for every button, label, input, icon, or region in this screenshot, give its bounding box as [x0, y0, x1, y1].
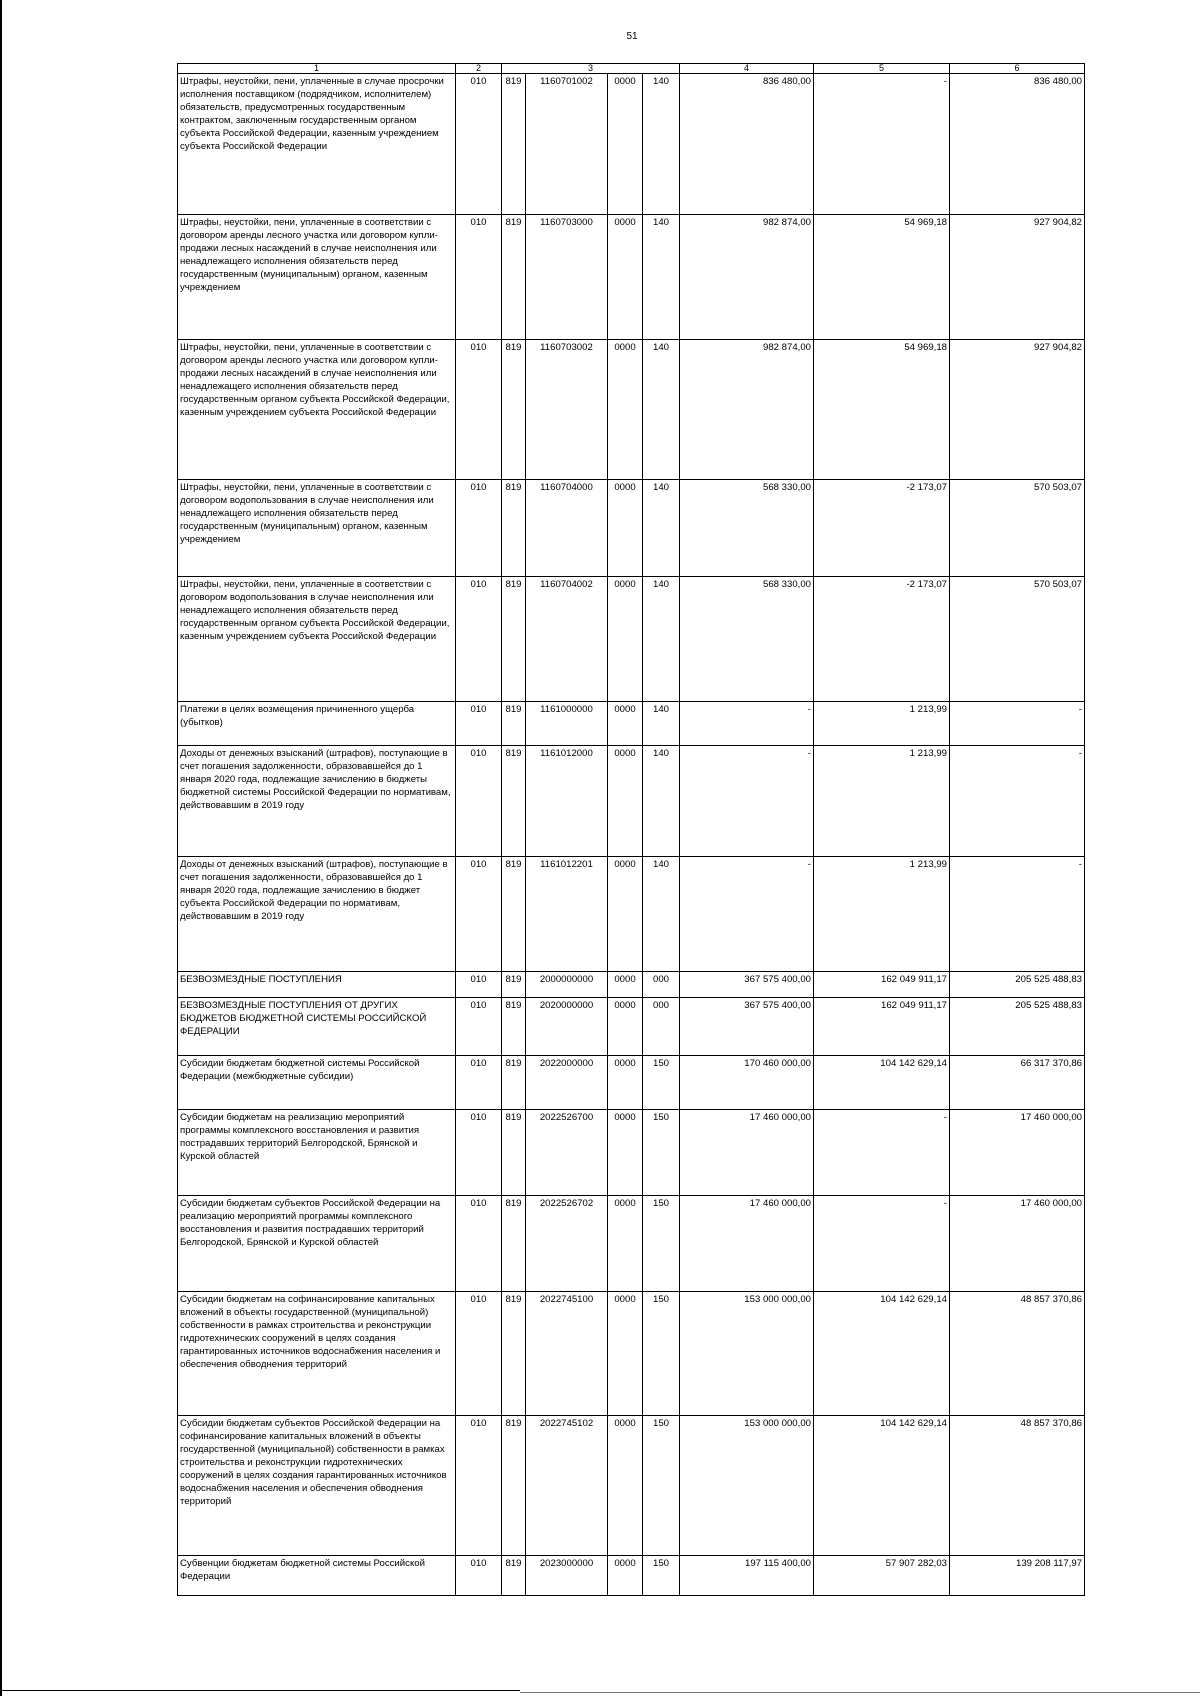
row-value-col6: - [950, 746, 1085, 857]
row-description: Субсидии бюджетам на реализацию мероприятий программы комплексного восстановления и развития пострадавших территорий Белгородской, Брянской и Курской областей [178, 1110, 456, 1196]
table-row [178, 577, 1085, 702]
row-code-kosgu: 150 [643, 1292, 680, 1416]
row-value-col6: - [950, 857, 1085, 972]
row-code-program: 0000 [608, 1292, 643, 1416]
row-code-admin: 010 [456, 577, 502, 702]
header-col-3: 3 [502, 64, 680, 74]
row-value-col4: 568 330,00 [680, 480, 814, 577]
row-value-col5: 104 142 629,14 [814, 1416, 950, 1556]
row-code-chapter: 819 [502, 215, 526, 340]
row-code-kbk: 1161012000 [526, 746, 608, 857]
row-value-col5: 54 969,18 [814, 340, 950, 480]
row-description: БЕЗВОЗМЕЗДНЫЕ ПОСТУПЛЕНИЯ ОТ ДРУГИХ БЮДЖЕТОВ БЮДЖЕТНОЙ СИСТЕМЫ РОССИЙСКОЙ ФЕДЕРАЦИИ [178, 998, 456, 1056]
row-code-kbk: 1160704000 [526, 480, 608, 577]
row-value-col4: - [680, 857, 814, 972]
row-code-kbk: 2000000000 [526, 972, 608, 998]
header-row [178, 64, 1085, 74]
row-value-col4: - [680, 746, 814, 857]
row-value-col6: 570 503,07 [950, 577, 1085, 702]
row-value-col4: 568 330,00 [680, 577, 814, 702]
row-code-kbk: 1160703000 [526, 215, 608, 340]
row-code-kosgu: 140 [643, 746, 680, 857]
row-code-program: 0000 [608, 1556, 643, 1596]
row-code-chapter: 819 [502, 746, 526, 857]
row-code-admin: 010 [456, 746, 502, 857]
row-code-admin: 010 [456, 74, 502, 215]
row-code-kosgu: 140 [643, 702, 680, 746]
row-value-col5: 104 142 629,14 [814, 1056, 950, 1110]
row-code-kbk: 1160703002 [526, 340, 608, 480]
header-col-5: 5 [814, 64, 950, 74]
row-code-kbk: 2022526700 [526, 1110, 608, 1196]
row-code-program: 0000 [608, 215, 643, 340]
row-description: БЕЗВОЗМЕЗДНЫЕ ПОСТУПЛЕНИЯ [178, 972, 456, 998]
row-value-col6: 66 317 370,86 [950, 1056, 1085, 1110]
header-col-4: 4 [680, 64, 814, 74]
header-col-1: 1 [178, 64, 456, 74]
row-value-col6: 836 480,00 [950, 74, 1085, 215]
table-body [178, 74, 1085, 1596]
header-col-6: 6 [950, 64, 1085, 74]
row-code-admin: 010 [456, 1196, 502, 1292]
row-value-col4: 367 575 400,00 [680, 998, 814, 1056]
row-value-col4: 982 874,00 [680, 215, 814, 340]
row-code-kosgu: 150 [643, 1110, 680, 1196]
row-value-col4: 170 460 000,00 [680, 1056, 814, 1110]
row-description: Штрафы, неустойки, пени, уплаченные в соответствии с договором водопользования в случае неисполнения или ненадлежащего исполнения обязательств перед государственным органом субъекта Российской Федерации, казенным учреждением субъекта Российской Федерации [178, 577, 456, 702]
table-row [178, 702, 1085, 746]
row-value-col5: 1 213,99 [814, 702, 950, 746]
row-code-kbk: 2023000000 [526, 1556, 608, 1596]
table-row [178, 74, 1085, 215]
row-value-col6: 205 525 488,83 [950, 998, 1085, 1056]
row-value-col4: 367 575 400,00 [680, 972, 814, 998]
row-value-col6: - [950, 702, 1085, 746]
row-code-kbk: 2022000000 [526, 1056, 608, 1110]
row-code-program: 0000 [608, 1196, 643, 1292]
row-description: Субсидии бюджетам субъектов Российской Федерации на реализацию мероприятий программы комплексного восстановления и развития пострадавших территорий Белгородской, Брянской и Курской областей [178, 1196, 456, 1292]
table-row [178, 480, 1085, 577]
row-value-col6: 139 208 117,97 [950, 1556, 1085, 1596]
row-code-kbk: 1161000000 [526, 702, 608, 746]
row-description: Субсидии бюджетам бюджетной системы Российской Федерации (межбюджетные субсидии) [178, 1056, 456, 1110]
header-col-2: 2 [456, 64, 502, 74]
row-code-kosgu: 140 [643, 857, 680, 972]
row-code-chapter: 819 [502, 1056, 526, 1110]
row-code-kbk: 2022526702 [526, 1196, 608, 1292]
row-value-col5: 1 213,99 [814, 857, 950, 972]
row-code-program: 0000 [608, 480, 643, 577]
row-description: Субсидии бюджетам субъектов Российской Федерации на софинансирование капитальных вложений в объекты государственной (муниципальной) собственности в рамках строительства и реконструкции гидротехнических сооружений в целях создания гарантированных источников водоснабжения населения и обеспечения обводнения территорий [178, 1416, 456, 1556]
row-value-col5: -2 173,07 [814, 577, 950, 702]
row-code-admin: 010 [456, 998, 502, 1056]
row-value-col5: - [814, 1110, 950, 1196]
row-code-kosgu: 140 [643, 340, 680, 480]
row-description: Штрафы, неустойки, пени, уплаченные в соответствии с договором аренды лесного участка или договором купли-продажи лесных насаждений в случае неисполнения или ненадлежащего исполнения обязательств перед государственным органом субъекта Российской Федерации, казенным учреждением субъекта Российской Федерации [178, 340, 456, 480]
table-row [178, 1556, 1085, 1596]
row-code-chapter: 819 [502, 1556, 526, 1596]
scan-edge-bottom [0, 1690, 520, 1691]
row-description: Субсидии бюджетам на софинансирование капитальных вложений в объекты государственной (муниципальной) собственности в рамках строительства и реконструкции гидротехнических сооружений в целях создания гарантированных источников водоснабжения населения и обеспечения обводнения территорий [178, 1292, 456, 1416]
row-code-chapter: 819 [502, 1196, 526, 1292]
row-code-program: 0000 [608, 1056, 643, 1110]
row-description: Штрафы, неустойки, пени, уплаченные в соответствии с договором водопользования в случае неисполнения или ненадлежащего исполнения обязательств перед государственным (муниципальным) органом, казенным учреждением [178, 480, 456, 577]
row-value-col5: 162 049 911,17 [814, 972, 950, 998]
row-value-col4: - [680, 702, 814, 746]
row-value-col5: - [814, 74, 950, 215]
row-description: Доходы от денежных взысканий (штрафов), поступающие в счет погашения задолженности, образовавшейся до 1 января 2020 года, подлежащие зачислению в бюджеты бюджетной системы Российской Федерации по нормативам, действовавшим в 2019 году [178, 746, 456, 857]
row-code-kosgu: 150 [643, 1556, 680, 1596]
row-description: Платежи в целях возмещения причиненного ущерба (убытков) [178, 702, 456, 746]
row-value-col4: 197 115 400,00 [680, 1556, 814, 1596]
row-code-chapter: 819 [502, 340, 526, 480]
row-value-col6: 17 460 000,00 [950, 1110, 1085, 1196]
row-code-admin: 010 [456, 1292, 502, 1416]
row-code-kbk: 2022745102 [526, 1416, 608, 1556]
table-row [178, 1292, 1085, 1416]
table-row [178, 215, 1085, 340]
table-row [178, 857, 1085, 972]
row-description: Штрафы, неустойки, пени, уплаченные в случае просрочки исполнения поставщиком (подрядчиком, исполнителем) обязательств, предусмотренных государственным контрактом, заключенным государственным органом субъекта Российской Федерации, казенным учреждением субъекта Российской Федерации [178, 74, 456, 215]
row-code-chapter: 819 [502, 480, 526, 577]
row-code-chapter: 819 [502, 1416, 526, 1556]
scan-edge-left [0, 0, 2, 1696]
row-value-col4: 17 460 000,00 [680, 1110, 814, 1196]
table-row [178, 746, 1085, 857]
row-code-program: 0000 [608, 998, 643, 1056]
row-code-chapter: 819 [502, 857, 526, 972]
row-code-admin: 010 [456, 480, 502, 577]
row-value-col5: 54 969,18 [814, 215, 950, 340]
row-code-admin: 010 [456, 972, 502, 998]
row-code-kosgu: 140 [643, 577, 680, 702]
row-code-program: 0000 [608, 702, 643, 746]
row-code-kosgu: 150 [643, 1056, 680, 1110]
row-code-kbk: 2022745100 [526, 1292, 608, 1416]
table-row [178, 340, 1085, 480]
scan-edge-bottom-right [520, 1692, 1200, 1693]
table-row [178, 1110, 1085, 1196]
page-number: 51 [626, 31, 638, 42]
row-code-chapter: 819 [502, 1110, 526, 1196]
table-row [178, 1416, 1085, 1556]
row-value-col6: 927 904,82 [950, 340, 1085, 480]
row-code-admin: 010 [456, 702, 502, 746]
table-row [178, 998, 1085, 1056]
row-code-admin: 010 [456, 1556, 502, 1596]
table-row [178, 1056, 1085, 1110]
row-code-program: 0000 [608, 1110, 643, 1196]
row-value-col4: 836 480,00 [680, 74, 814, 215]
row-value-col4: 153 000 000,00 [680, 1416, 814, 1556]
row-value-col6: 17 460 000,00 [950, 1196, 1085, 1292]
revenue-table [177, 63, 1085, 1596]
row-description: Штрафы, неустойки, пени, уплаченные в соответствии с договором аренды лесного участка или договором купли-продажи лесных насаждений в случае неисполнения или ненадлежащего исполнения обязательств перед государственным (муниципальным) органом, казенным учреждением [178, 215, 456, 340]
row-code-kosgu: 150 [643, 1416, 680, 1556]
row-value-col4: 17 460 000,00 [680, 1196, 814, 1292]
row-value-col6: 570 503,07 [950, 480, 1085, 577]
row-code-admin: 010 [456, 1110, 502, 1196]
row-code-kosgu: 140 [643, 480, 680, 577]
row-value-col6: 205 525 488,83 [950, 972, 1085, 998]
table-row [178, 972, 1085, 998]
row-code-kosgu: 150 [643, 1196, 680, 1292]
row-value-col6: 48 857 370,86 [950, 1416, 1085, 1556]
row-code-chapter: 819 [502, 972, 526, 998]
row-value-col4: 153 000 000,00 [680, 1292, 814, 1416]
row-code-chapter: 819 [502, 1292, 526, 1416]
row-value-col5: 104 142 629,14 [814, 1292, 950, 1416]
row-code-kbk: 2020000000 [526, 998, 608, 1056]
row-value-col5: -2 173,07 [814, 480, 950, 577]
row-description: Субвенции бюджетам бюджетной системы Российской Федерации [178, 1556, 456, 1596]
row-code-chapter: 819 [502, 74, 526, 215]
row-code-kosgu: 140 [643, 215, 680, 340]
row-code-program: 0000 [608, 1416, 643, 1556]
row-value-col5: 162 049 911,17 [814, 998, 950, 1056]
row-code-chapter: 819 [502, 702, 526, 746]
row-code-program: 0000 [608, 74, 643, 215]
row-description: Доходы от денежных взысканий (штрафов), поступающие в счет погашения задолженности, образовавшейся до 1 января 2020 года, подлежащие зачислению в бюджет субъекта Российской Федерации по нормативам, действовавшим в 2019 году [178, 857, 456, 972]
row-code-program: 0000 [608, 340, 643, 480]
row-code-kbk: 1160701002 [526, 74, 608, 215]
row-code-program: 0000 [608, 972, 643, 998]
row-code-program: 0000 [608, 746, 643, 857]
row-code-chapter: 819 [502, 998, 526, 1056]
row-value-col6: 927 904,82 [950, 215, 1085, 340]
row-value-col5: - [814, 1196, 950, 1292]
row-code-kosgu: 000 [643, 998, 680, 1056]
row-code-admin: 010 [456, 1056, 502, 1110]
row-code-admin: 010 [456, 857, 502, 972]
row-code-admin: 010 [456, 1416, 502, 1556]
row-value-col6: 48 857 370,86 [950, 1292, 1085, 1416]
row-code-program: 0000 [608, 577, 643, 702]
row-code-kbk: 1160704002 [526, 577, 608, 702]
row-code-kosgu: 000 [643, 972, 680, 998]
row-value-col4: 982 874,00 [680, 340, 814, 480]
row-code-admin: 010 [456, 340, 502, 480]
row-code-program: 0000 [608, 857, 643, 972]
table-row [178, 1196, 1085, 1292]
row-value-col5: 1 213,99 [814, 746, 950, 857]
row-code-kosgu: 140 [643, 74, 680, 215]
row-code-kbk: 1161012201 [526, 857, 608, 972]
row-code-admin: 010 [456, 215, 502, 340]
row-value-col5: 57 907 282,03 [814, 1556, 950, 1596]
row-code-chapter: 819 [502, 577, 526, 702]
